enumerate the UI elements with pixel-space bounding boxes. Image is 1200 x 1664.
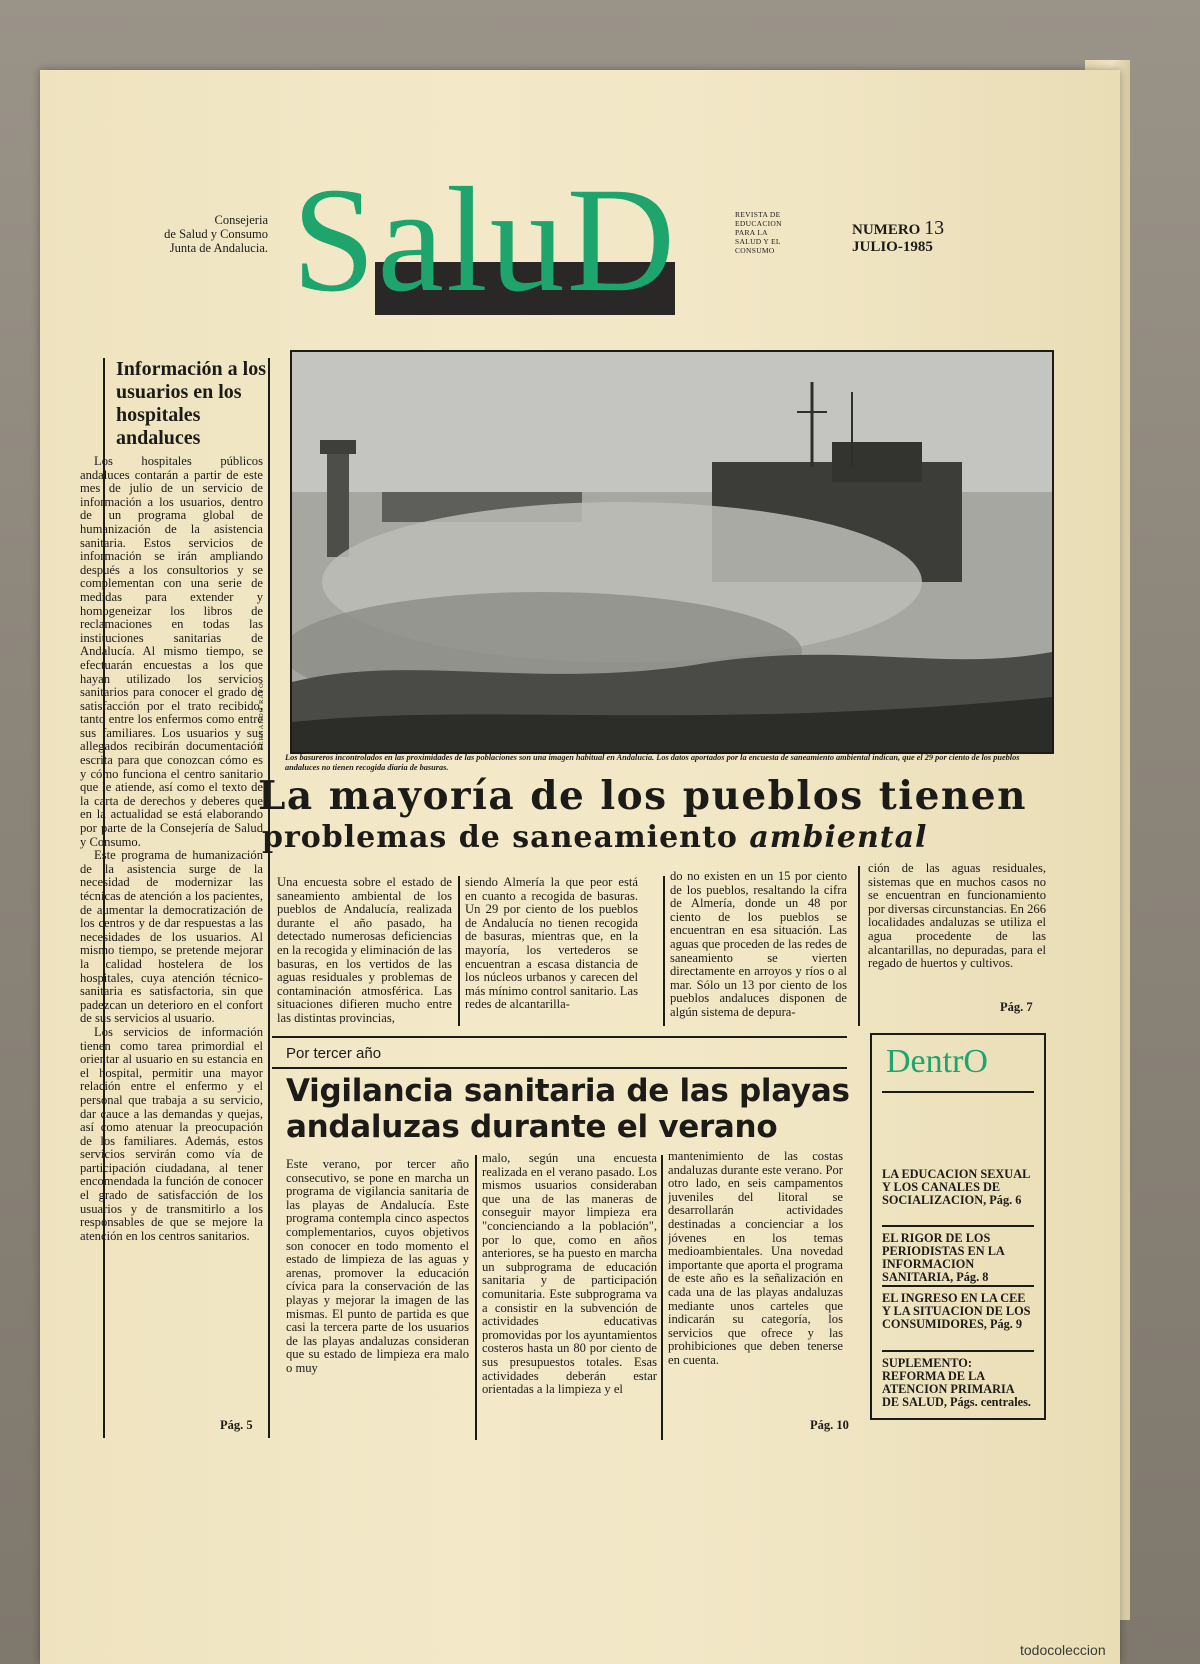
landfill-photo	[290, 350, 1054, 754]
tagline-line: EDUCACION	[735, 219, 782, 228]
paragraph: Los servicios de información tienen como tarea primordial el orientar al usuario en su estancia en el hospital, permitir una mayor relación entre el enfermo y el personal que trabaja a su servicio, dar cauce a las demandas y quejas, así como atenuar la preocupación de los familiares. Además, estos servicios servirán como vía de participación ciudadana, al tener encomendada la función de conocer el grado de satisfacción de los usuarios y de transmitirlo a los responsables de que se mejore la atención en los centros sanitarios.	[80, 1024, 263, 1243]
paragraph: Este programa de humanización de la asistencia surge de la necesidad de modernizar las técnicas de atención a los pacientes, de aumentar la democratización de los centros y de dar respuestas a las necesidades de los usuarios. Al mismo tiempo, se pretende mejorar la calidad hostelera de los hospitales, cuya atención técnico-sanitaria es satisfactoria, sin que padezcan un deterioro en el confort de sus servicios al usuario.	[80, 848, 263, 1026]
beach-headline-line2: andaluzas durante el verano	[286, 1109, 778, 1145]
publisher	[88, 213, 268, 255]
main-column-1: Una encuesta sobre el estado de saneamiento ambiental de los pueblos de Andalucía, realizada durante el año pasado, ha detectado numerosas deficiencias en la recogida y eliminación de las basuras, en los vertidos de las aguas residuales y problemas de contaminación atmosférica. Las situaciones difieren mucho entre las distintas provincias,	[277, 876, 452, 1024]
main-headline-line1: La mayoría de los pueblos tienen	[258, 773, 1027, 819]
issue-date: JULIO-1985	[852, 239, 933, 255]
issue-label: NUMERO	[852, 222, 921, 238]
dentro-item-text: SUPLEMENTO: REFORMA DE LA ATENCION PRIMARIA DE SALUD,	[882, 1356, 1014, 1409]
left-article-page-ref: Pág. 5	[220, 1418, 253, 1432]
issue-info	[852, 217, 945, 256]
beach-kicker: Por tercer año	[286, 1045, 382, 1062]
main-headline-italic: ambiental	[749, 820, 928, 855]
dentro-item-page: Pág. 8	[956, 1270, 989, 1284]
column-rule	[661, 1155, 663, 1440]
dentro-title: DentrO	[886, 1043, 988, 1080]
dentro-rule	[882, 1350, 1034, 1352]
dentro-item[interactable]	[882, 1232, 1032, 1284]
beach-article-page-ref: Pág. 10	[810, 1418, 849, 1432]
photo-credit: FERNANDO RAYO	[258, 682, 265, 750]
dentro-rule	[882, 1285, 1034, 1287]
dentro-item[interactable]	[882, 1168, 1032, 1207]
column-rule	[858, 866, 860, 1026]
dentro-rule	[882, 1091, 1034, 1093]
publisher-line: de Salud y Consumo	[164, 227, 268, 241]
dentro-item-text: LA EDUCACION SEXUAL Y LOS CANALES DE SOCIALIZACION,	[882, 1167, 1030, 1207]
dentro-box	[870, 1033, 1046, 1420]
dentro-item-page: Pág. 6	[989, 1193, 1022, 1207]
beach-column-2: malo, según una encuesta realizada en el verano pasado. Los mismos usuarios consideraban que una de las maneras de conseguir mayor limpieza era "concienciando a la población", por lo que, como en años anteriores, se ha puesto en marcha un subprograma de educación sanitaria y de participación comunitaria. Este subprograma va a consistir en la subvención de actividades educativas promovidas por los ayuntamientos costeros hasta un 80 por ciento de sus presupuestos totales. Esas actividades deberán estar orientadas a la limpieza y el	[482, 1152, 657, 1397]
tagline	[735, 210, 825, 255]
main-column-4: ción de las aguas residuales, sistemas que en muchos casos no se encuentran en funcionamiento por diversas circunstancias. En 266 localidades andaluzas se utiliza el agua procedente de las alcantarillas, no depuradas, para el regado de huertos y cultivos.	[868, 862, 1046, 971]
dentro-item-text: EL INGRESO EN LA CEE Y LA SITUACION DE LOS CONSUMIDORES,	[882, 1291, 1031, 1331]
paragraph: Los hospitales públicos andaluces contarán a partir de este mes de julio de un servicio de información a los usuarios, dentro de un programa global de humanización de la asistencia sanitaria. Estos servicios de información se irán ampliando después a los consultorios y se complementan con una serie de medidas para extender y homogeneizar los libros de reclamaciones en todas las instituciones sanitarias de Andalucía. Al mismo tiempo, se efectuarán encuestas a los que hayan utilizado los servicios sanitarios para conocer el grado de satisfacción por el trato recibido, tanto entre los enfermos como entre sus familiares. Los usuarios y sus allegados recibirán documentación escrita para que conozcan cómo es y cómo funciona el centro sanitario que le atiende, así como el texto de la carta de derechos y deberes que en la actualidad se está elaborando por parte de la Consejería de Salud y Consumo.	[80, 455, 263, 849]
left-article-body	[80, 455, 263, 1400]
main-column-2: siendo Almería la que peor está en cuanto a recogida de basuras. Un 29 por ciento de los pueblos de Andalucía no tienen recogida de basuras, mientras que, en la mayoría, los vertederos se encuentran a escasa distancia de los núcleos urbanos y carecen del más mínimo control sanitario. Las redes de alcantarilla-	[465, 876, 638, 1012]
landfill-photo-graphic	[292, 352, 1052, 752]
photo-caption: Los basureros incontrolados en las proximidades de las poblaciones son una imagen habitual en Andalucía. Los datos aportados por la encuesta de saneamiento ambiental indican, que el 29 por ciento de los pueblos andaluces no tienen recogida diaria de basuras.	[285, 753, 1020, 772]
publisher-line: Junta de Andalucia.	[169, 241, 268, 255]
main-headline-part: problemas de saneamiento	[262, 820, 738, 855]
masthead-logo: SaluD	[292, 157, 677, 323]
beach-column-3: mantenimiento de las costas andaluzas durante este verano. Por otro lado, en seis campamentos juveniles del litoral se desarrollarán actividades destinadas a concienciar a los jóvenes en los temas medioambientales. Una novedad importante que aporta el programa de este año es la señalización en cada una de las playas andaluzas mediante unos carteles que indicarán su categoría, los servicios que ofrece y las prohibiciones que deben tenerse en cuenta.	[668, 1150, 843, 1367]
dentro-rule	[882, 1225, 1034, 1227]
beach-headline-line1: Vigilancia sanitaria de las playas	[286, 1073, 850, 1109]
publisher-line: Consejeria	[214, 213, 268, 227]
beach-column-1: Este verano, por tercer año consecutivo, se pone en marcha un programa de vigilancia sanitaria de las playas de Andalucía. Este programa contempla cinco aspectos complementarios, cuyos objetivos son conocer en todo momento el estado de limpieza de las aguas y arenas, promover la educación cívica para la conservación de las playas y mejorar la imagen de las mismas. El punto de partida es que casi la tercera parte de los usuarios de las playas andaluzas consideran que su estado de limpieza era malo o muy	[286, 1158, 469, 1375]
issue-number: 13	[924, 217, 945, 239]
left-article-headline: Información a los usuarios en los hospitales andaluces	[116, 358, 266, 449]
main-article-page-ref: Pág. 7	[1000, 1000, 1033, 1014]
column-rule	[663, 876, 665, 1026]
tagline-line: SALUD Y EL	[735, 237, 781, 246]
tagline-line: CONSUMO	[735, 246, 775, 255]
column-rule	[475, 1155, 477, 1440]
left-column-rule-right	[268, 358, 270, 1438]
tagline-line: PARA LA	[735, 228, 768, 237]
main-column-3: do no existen en un 15 por ciento de los pueblos, resaltando la cifra de Almería, donde un 48 por ciento de los pueblos se encuentran en esa situación. Las aguas que proceden de las redes de saneamiento se vierten directamente en arroyos y ríos o al mar. Sólo un 13 por ciento de los pueblos andaluces disponen de algún sistema de depura-	[670, 870, 847, 1019]
dentro-item[interactable]	[882, 1357, 1032, 1409]
watermark-logo: todocoleccion	[1020, 1642, 1106, 1658]
column-rule	[458, 876, 460, 1026]
section-rule	[272, 1036, 847, 1038]
section-rule	[272, 1067, 847, 1069]
main-headline-line2	[262, 822, 927, 854]
tagline-line: REVISTA DE	[735, 210, 781, 219]
dentro-item-text: EL RIGOR DE LOS PERIODISTAS EN LA INFORMACION SANITARIA,	[882, 1231, 1005, 1284]
dentro-item[interactable]	[882, 1292, 1032, 1331]
dentro-item-page: Pág. 9	[989, 1317, 1023, 1331]
dentro-item-page: Págs. centrales.	[950, 1395, 1031, 1409]
